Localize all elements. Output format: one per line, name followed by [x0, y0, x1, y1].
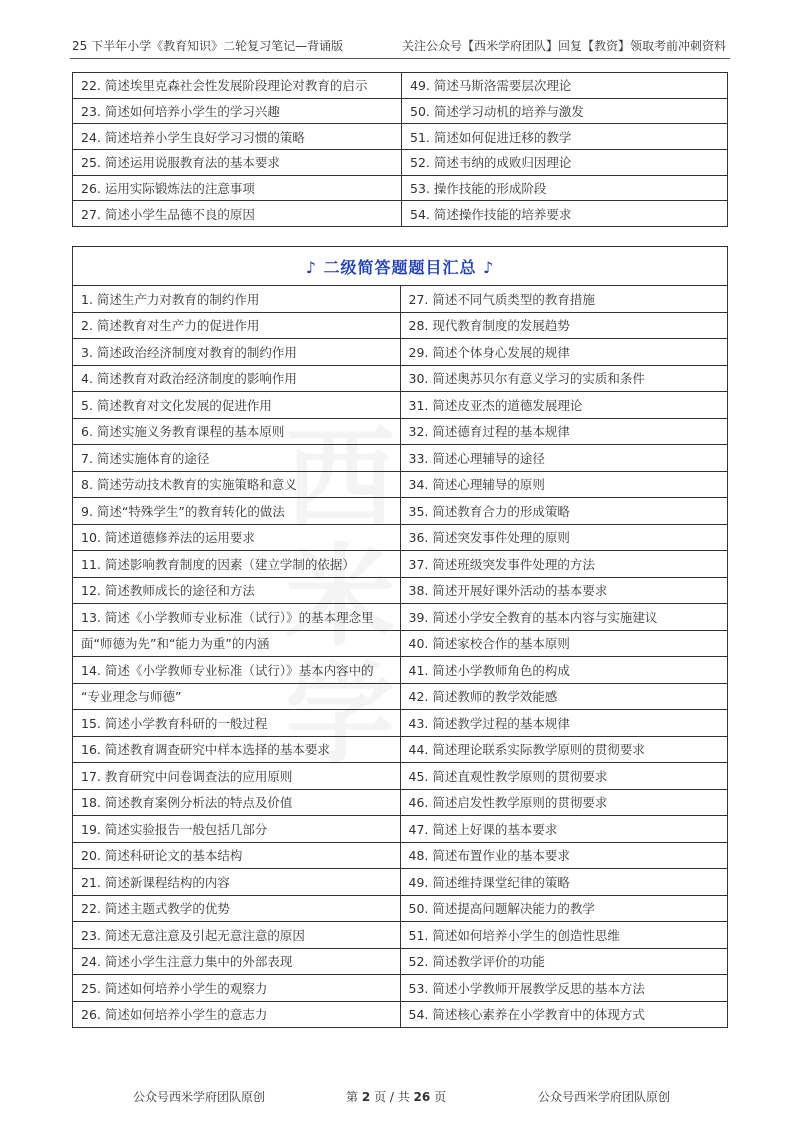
- question-cell-left: 1. 简述生产力对教育的制约作用: [73, 286, 401, 313]
- question-cell-right: 48. 简述布置作业的基本要求: [400, 842, 728, 869]
- table-row: [73, 975, 728, 1002]
- question-cell-left: 2. 简述教育对生产力的促进作用: [73, 312, 401, 339]
- question-cell-left: 22. 简述埃里克森社会性发展阶段理论对教育的启示: [73, 73, 402, 99]
- table-row: [73, 98, 728, 124]
- question-cell-left: 18. 简述教育案例分析法的特点及价值: [73, 789, 401, 816]
- question-cell-right: 54. 简述操作技能的培养要求: [402, 201, 728, 227]
- question-cell-right: 49. 简述维持课堂纪律的策略: [400, 869, 728, 896]
- table-row: [73, 392, 728, 419]
- table-row: [73, 498, 728, 525]
- question-cell-right: 38. 简述开展好课外活动的基本要求: [400, 577, 728, 604]
- table-row: [73, 175, 728, 201]
- question-cell-right: 37. 简述班级突发事件处理的方法: [400, 551, 728, 578]
- question-cell-left: 22. 简述主题式教学的优势: [73, 895, 401, 922]
- question-cell-right: 50. 简述提高问题解决能力的教学: [400, 895, 728, 922]
- header-right-text: 关注公众号【西米学府团队】回复【教资】领取考前冲刺资料: [401, 39, 726, 53]
- footer-left-text: 公众号西米学府团队原创: [133, 1090, 266, 1104]
- table-row: [73, 683, 728, 710]
- question-cell-right: 51. 简述如何培养小学生的创造性思维: [400, 922, 728, 949]
- question-cell-right: 42. 简述教师的教学效能感: [400, 683, 728, 710]
- table-row: [73, 869, 728, 896]
- question-cell-right: 50. 简述学习动机的培养与激发: [402, 98, 728, 124]
- question-cell-right: 53. 简述小学教师开展教学反思的基本方法: [400, 975, 728, 1002]
- question-cell-right: 28. 现代教育制度的发展趋势: [400, 312, 728, 339]
- table-row: [73, 922, 728, 949]
- question-cell-left: 24. 简述培养小学生良好学习习惯的策略: [73, 124, 402, 150]
- question-cell-right: 33. 简述心理辅导的途径: [400, 445, 728, 472]
- page-prefix: 第: [346, 1090, 359, 1104]
- question-cell-left: 8. 简述劳动技术教育的实施策略和意义: [73, 471, 401, 498]
- question-cell-left: 25. 简述运用说服教育法的基本要求: [73, 150, 402, 176]
- table-row: [73, 339, 728, 366]
- question-cell-right: 54. 简述核心素养在小学教育中的体现方式: [400, 1001, 728, 1028]
- question-cell-right: 27. 简述不同气质类型的教育措施: [400, 286, 728, 313]
- table-row: [73, 577, 728, 604]
- table-row: [73, 124, 728, 150]
- table-row: [73, 895, 728, 922]
- question-cell-right: 43. 简述教学过程的基本规律: [400, 710, 728, 737]
- question-cell-right: 44. 简述理论联系实际教学原则的贯彻要求: [400, 736, 728, 763]
- table-row: [73, 286, 728, 313]
- question-cell-left: 14. 简述《小学教师专业标准（试行）》基本内容中的: [73, 657, 401, 684]
- table-row: [73, 201, 728, 227]
- page-header: [60, 33, 740, 55]
- question-cell-right: 46. 简述启发性教学原则的贯彻要求: [400, 789, 728, 816]
- question-cell-right: 35. 简述教育合力的形成策略: [400, 498, 728, 525]
- secondary-question-table: [72, 246, 728, 1028]
- table-title-row: [73, 247, 728, 286]
- table-row: [73, 736, 728, 763]
- table-row: [73, 418, 728, 445]
- question-cell-left: 19. 简述实验报告一般包括几部分: [73, 816, 401, 843]
- question-cell-right: 49. 简述马斯洛需要层次理论: [402, 73, 728, 99]
- question-cell-right: 52. 简述教学评价的功能: [400, 948, 728, 975]
- question-cell-right: 52. 简述韦纳的成败归因理论: [402, 150, 728, 176]
- table-row: [73, 763, 728, 790]
- question-cell-left: 9. 简述“特殊学生”的教育转化的做法: [73, 498, 401, 525]
- question-cell-right: 36. 简述突发事件处理的原则: [400, 524, 728, 551]
- question-cell-left: 3. 简述政治经济制度对教育的制约作用: [73, 339, 401, 366]
- question-cell-left: 12. 简述教师成长的途径和方法: [73, 577, 401, 604]
- question-cell-left: “专业理念与师德”: [73, 683, 401, 710]
- question-cell-right: 41. 简述小学教师角色的构成: [400, 657, 728, 684]
- question-cell-right: 31. 简述皮亚杰的道德发展理论: [400, 392, 728, 419]
- table-row: [73, 789, 728, 816]
- table-row: [73, 365, 728, 392]
- question-cell-left: 11. 简述影响教育制度的因素（建立学制的依据）: [73, 551, 401, 578]
- question-cell-left: 16. 简述教育调查研究中样本选择的基本要求: [73, 736, 401, 763]
- question-cell-left: 13. 简述《小学教师专业标准（试行）》的基本理念里: [73, 604, 401, 631]
- top-question-table: [72, 72, 728, 227]
- question-cell-left: 26. 运用实际锻炼法的注意事项: [73, 175, 402, 201]
- table-row: [73, 445, 728, 472]
- page-suffix: 页: [434, 1090, 447, 1104]
- question-cell-left: 25. 简述如何培养小学生的观察力: [73, 975, 401, 1002]
- question-cell-right: 53. 操作技能的形成阶段: [402, 175, 728, 201]
- table-row: [73, 710, 728, 737]
- table-row: [73, 604, 728, 631]
- page-number: 2: [361, 1090, 371, 1104]
- question-cell-right: 39. 简述小学安全教育的基本内容与实施建议: [400, 604, 728, 631]
- question-cell-left: 17. 教育研究中问卷调查法的应用原则: [73, 763, 401, 790]
- question-cell-left: 4. 简述教育对政治经济制度的影响作用: [73, 365, 401, 392]
- question-cell-left: 6. 简述实施义务教育课程的基本原则: [73, 418, 401, 445]
- header-divider: [70, 58, 730, 59]
- question-cell-right: 40. 简述家校合作的基本原则: [400, 630, 728, 657]
- table-row: [73, 948, 728, 975]
- question-cell-left: 20. 简述科研论文的基本结构: [73, 842, 401, 869]
- question-cell-left: 10. 简述道德修养法的运用要求: [73, 524, 401, 551]
- question-cell-left: 27. 简述小学生品德不良的原因: [73, 201, 402, 227]
- question-cell-left: 15. 简述小学教育科研的一般过程: [73, 710, 401, 737]
- table-row: [73, 816, 728, 843]
- table-row: [73, 471, 728, 498]
- table-row: [73, 842, 728, 869]
- page-mid: 页 / 共: [374, 1090, 410, 1104]
- question-cell-right: 34. 简述心理辅导的原则: [400, 471, 728, 498]
- question-cell-left: 21. 简述新课程结构的内容: [73, 869, 401, 896]
- table-row: [73, 630, 728, 657]
- question-cell-left: 23. 简述无意注意及引起无意注意的原因: [73, 922, 401, 949]
- header-left-text: 25 下半年小学《教育知识》二轮复习笔记—背诵版: [72, 39, 344, 53]
- question-cell-left: 26. 简述如何培养小学生的意志力: [73, 1001, 401, 1028]
- question-cell-left: 5. 简述教育对文化发展的促进作用: [73, 392, 401, 419]
- table-row: [73, 551, 728, 578]
- question-cell-left: 24. 简述小学生注意力集中的外部表现: [73, 948, 401, 975]
- table-row: [73, 73, 728, 99]
- table-row: [73, 1001, 728, 1028]
- page-indicator: [346, 1088, 446, 1105]
- question-cell-left: 7. 简述实施体育的途径: [73, 445, 401, 472]
- page-total: 26: [413, 1090, 431, 1104]
- question-cell-right: 32. 简述德育过程的基本规律: [400, 418, 728, 445]
- question-cell-right: 47. 简述上好课的基本要求: [400, 816, 728, 843]
- question-cell-right: 29. 简述个体身心发展的规律: [400, 339, 728, 366]
- table-title: ♪ 二级简答题题目汇总 ♪: [73, 247, 728, 286]
- table-row: [73, 657, 728, 684]
- question-cell-right: 45. 简述直观性教学原则的贯彻要求: [400, 763, 728, 790]
- table-row: [73, 524, 728, 551]
- question-cell-right: 30. 简述奥苏贝尔有意义学习的实质和条件: [400, 365, 728, 392]
- question-cell-left: 23. 简述如何培养小学生的学习兴趣: [73, 98, 402, 124]
- question-cell-right: 51. 简述如何促进迁移的教学: [402, 124, 728, 150]
- question-cell-left: 面“师德为先”和“能力为重”的内涵: [73, 630, 401, 657]
- table-row: [73, 312, 728, 339]
- table-row: [73, 150, 728, 176]
- footer-right-text: 公众号西米学府团队原创: [538, 1090, 671, 1104]
